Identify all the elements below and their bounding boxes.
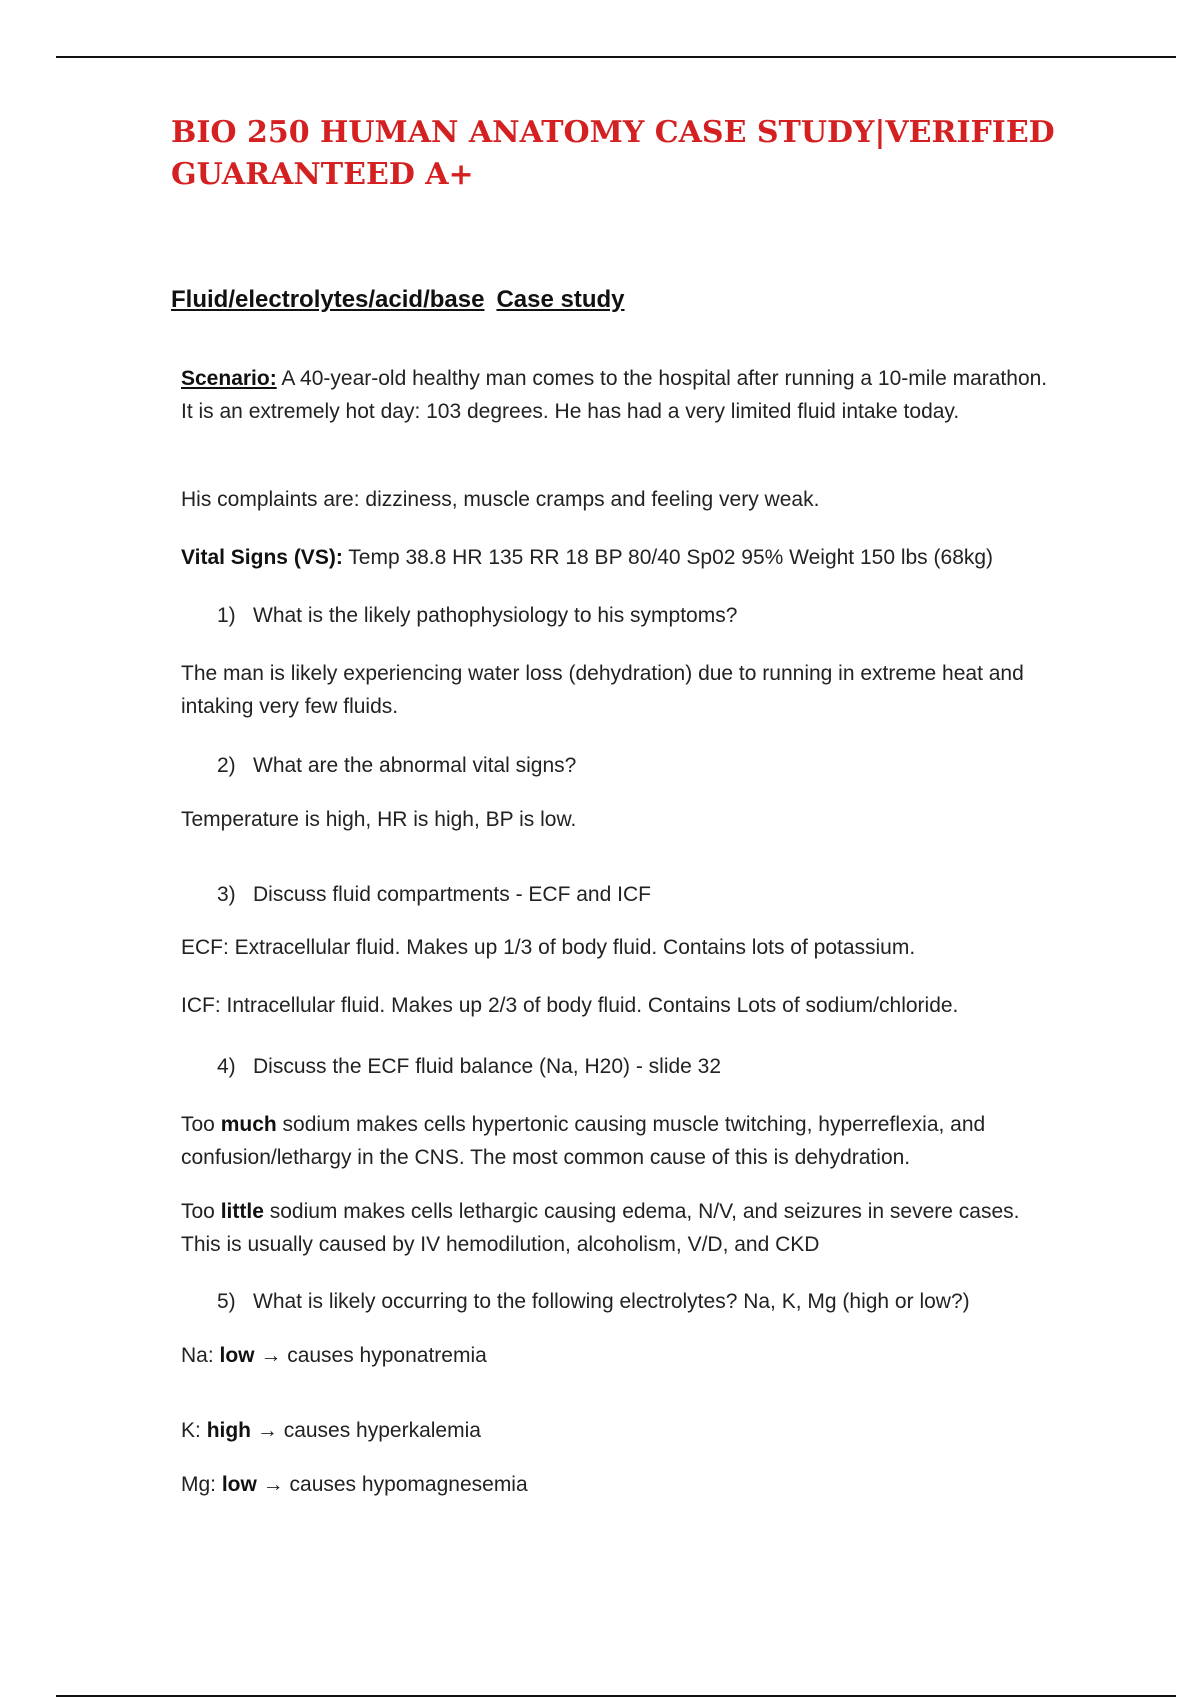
electrolyte-effect: causes hyperkalemia: [283, 1419, 481, 1442]
text-fragment: Too: [181, 1113, 221, 1136]
answer-4-too-little: [181, 1195, 1061, 1261]
answer-3-icf: ICF: Intracellular fluid. Makes up 2/3 of body fluid. Contains Lots of sodium/chloride.: [181, 994, 959, 1017]
question-text: Discuss the ECF fluid balance (Na, H20) - slide 32: [253, 1055, 722, 1078]
question-4: [217, 1050, 721, 1083]
question-text: What is likely occurring to the following electrolytes? Na, K, Mg (high or low?): [253, 1290, 970, 1313]
arrow-icon: →: [254, 1344, 288, 1367]
scenario-label: Scenario:: [181, 367, 277, 390]
text-fragment: Too: [181, 1200, 221, 1223]
answer-4-too-much: [181, 1108, 1061, 1174]
scenario-text: A 40-year-old healthy man comes to the hospital after running a 10-mile marathon. It is an extremely hot day: 103 degrees. He has had a very limited fluid intake today.: [181, 367, 1048, 423]
electrolyte-label: K:: [181, 1419, 207, 1442]
question-number: 5): [217, 1290, 236, 1313]
heading-topic: Fluid/electrolytes/acid/base: [171, 286, 485, 313]
electrolyte-mg: [181, 1468, 1061, 1501]
section-heading: [171, 286, 625, 314]
electrolyte-label: Mg:: [181, 1473, 222, 1496]
question-5: [217, 1285, 970, 1318]
question-number: 2): [217, 754, 236, 777]
scenario-paragraph: [181, 362, 1061, 428]
electrolyte-effect: causes hyponatremia: [287, 1344, 487, 1367]
emphasis: much: [220, 1113, 277, 1136]
question-number: 1): [217, 604, 236, 627]
question-1: [217, 599, 737, 632]
electrolyte-effect: causes hypomagnesemia: [289, 1473, 528, 1496]
text-fragment: sodium makes cells hypertonic causing muscle twitching, hyperreflexia, and confusion/lethargy in the CNS. The most common cause of this is dehydration.: [181, 1113, 986, 1169]
vital-signs-label: Vital Signs (VS):: [181, 546, 343, 569]
answer-3-ecf: ECF: Extracellular fluid. Makes up 1/3 of body fluid. Contains lots of potassium.: [181, 936, 916, 959]
vital-signs-paragraph: [181, 541, 1061, 574]
arrow-icon: →: [256, 1473, 290, 1496]
arrow-icon: →: [251, 1419, 284, 1442]
document-title: BIO 250 HUMAN ANATOMY CASE STUDY|VERIFIED GUARANTEED A+: [171, 115, 1055, 192]
question-text: What is the likely pathophysiology to his symptoms?: [253, 604, 738, 627]
electrolyte-level: low: [221, 1473, 257, 1496]
vital-signs-values: Temp 38.8 HR 135 RR 18 BP 80/40 Sp02 95% Weight 150 lbs (68kg): [342, 546, 994, 569]
electrolyte-level: low: [219, 1344, 255, 1367]
electrolyte-label: Na:: [181, 1344, 220, 1367]
electrolyte-level: high: [206, 1419, 252, 1442]
question-number: 4): [217, 1055, 236, 1078]
top-rule: [56, 56, 1176, 58]
question-number: 3): [217, 883, 236, 906]
electrolyte-na: [181, 1339, 1061, 1372]
electrolyte-k: [181, 1414, 1061, 1447]
bottom-rule: [56, 1695, 1176, 1697]
heading-case-study: Case study: [496, 286, 625, 313]
question-3: [217, 878, 651, 911]
question-text: What are the abnormal vital signs?: [253, 754, 577, 777]
answer-1: The man is likely experiencing water loss (dehydration) due to running in extreme heat and intaking very few fluids.: [181, 662, 1024, 718]
answer-2: Temperature is high, HR is high, BP is low.: [181, 808, 577, 831]
question-text: Discuss fluid compartments - ECF and ICF: [253, 883, 651, 906]
text-fragment: sodium makes cells lethargic causing edema, N/V, and seizures in severe cases. This is usually caused by IV hemodilution, alcoholism, V/D, and CKD: [181, 1200, 1020, 1256]
emphasis: little: [220, 1200, 264, 1223]
complaints-paragraph: His complaints are: dizziness, muscle cramps and feeling very weak.: [181, 488, 820, 511]
question-2: [217, 749, 576, 782]
